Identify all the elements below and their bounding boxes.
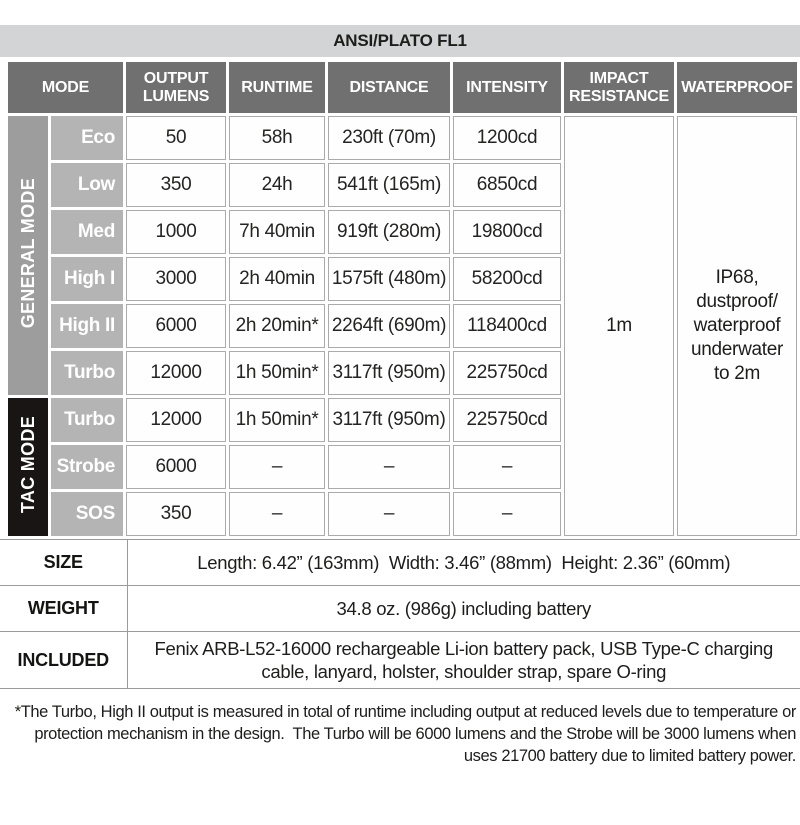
header-row bbox=[8, 62, 797, 113]
cell-distance: 919ft (280m) bbox=[328, 210, 450, 254]
cell-lumens: 12000 bbox=[126, 351, 226, 395]
row-header-high2: High II bbox=[51, 304, 123, 348]
cell-runtime: 1h 50min* bbox=[229, 398, 325, 442]
cell-runtime: 2h 40min bbox=[229, 257, 325, 301]
cell-runtime: – bbox=[229, 492, 325, 536]
table-title: ANSI/PLATO FL1 bbox=[0, 25, 800, 57]
row-header-med: Med bbox=[51, 210, 123, 254]
cell-intensity: 58200cd bbox=[453, 257, 561, 301]
cell-intensity: 1200cd bbox=[453, 116, 561, 160]
cell-runtime: 2h 20min* bbox=[229, 304, 325, 348]
cell-distance: – bbox=[328, 445, 450, 489]
fl1-spec-table bbox=[5, 59, 800, 539]
col-header-impact-resistance: IMPACT RESISTANCE bbox=[564, 62, 674, 113]
detail-label-weight: WEIGHT bbox=[0, 586, 127, 632]
row-header-turbo: Turbo bbox=[51, 351, 123, 395]
footnote-text: *The Turbo, High II output is measured in total of runtime including output at reduced levels due to temperature or protection mechanism in the design. The Turbo will be 6000 lumens and the Strobe will be 3000 lumens when uses 21700 battery due to limited battery power. bbox=[14, 703, 800, 765]
cell-lumens: 12000 bbox=[126, 398, 226, 442]
detail-value-included: Fenix ARB-L52-16000 rechargeable Li-ion battery pack, USB Type-C charging cable, lanyard, holster, shoulder strap, spare O-ring bbox=[127, 632, 800, 689]
cell-lumens: 350 bbox=[126, 492, 226, 536]
col-header-waterproof: WATERPROOF bbox=[677, 62, 797, 113]
cell-intensity: – bbox=[453, 492, 561, 536]
col-header-distance: DISTANCE bbox=[328, 62, 450, 113]
detail-row-weight bbox=[0, 586, 800, 632]
row-group-tac-mode bbox=[8, 398, 48, 536]
detail-row-size bbox=[0, 540, 800, 586]
detail-row-included bbox=[0, 632, 800, 689]
cell-distance: 230ft (70m) bbox=[328, 116, 450, 160]
cell-lumens: 50 bbox=[126, 116, 226, 160]
detail-value-weight: 34.8 oz. (986g) including battery bbox=[127, 586, 800, 632]
cell-runtime: – bbox=[229, 445, 325, 489]
cell-intensity: 6850cd bbox=[453, 163, 561, 207]
row-header-high1: High I bbox=[51, 257, 123, 301]
cell-lumens: 6000 bbox=[126, 304, 226, 348]
col-header-runtime: RUNTIME bbox=[229, 62, 325, 113]
row-header-eco: Eco bbox=[51, 116, 123, 160]
cell-distance: 1575ft (480m) bbox=[328, 257, 450, 301]
row-header-low: Low bbox=[51, 163, 123, 207]
cell-runtime: 24h bbox=[229, 163, 325, 207]
col-header-output-lumens: OUTPUT LUMENS bbox=[126, 62, 226, 113]
cell-distance: – bbox=[328, 492, 450, 536]
col-header-mode: MODE bbox=[8, 62, 123, 113]
cell-intensity: 225750cd bbox=[453, 351, 561, 395]
detail-label-size: SIZE bbox=[0, 540, 127, 586]
cell-runtime: 7h 40min bbox=[229, 210, 325, 254]
spec-sheet bbox=[0, 25, 800, 825]
general-mode-label: GENERAL MODE bbox=[17, 177, 38, 329]
cell-distance: 3117ft (950m) bbox=[328, 351, 450, 395]
cell-distance: 541ft (165m) bbox=[328, 163, 450, 207]
cell-lumens: 350 bbox=[126, 163, 226, 207]
cell-intensity: 19800cd bbox=[453, 210, 561, 254]
cell-intensity: 225750cd bbox=[453, 398, 561, 442]
row-header-turbo-tac: Turbo bbox=[51, 398, 123, 442]
row-header-sos: SOS bbox=[51, 492, 123, 536]
row-group-general-mode bbox=[8, 116, 48, 395]
cell-waterproof: IP68, dustproof/ waterproof underwater to 2m bbox=[677, 116, 797, 536]
detail-value-size: Length: 6.42” (163mm) Width: 3.46” (88mm) Height: 2.36” (60mm) bbox=[127, 540, 800, 586]
cell-distance: 3117ft (950m) bbox=[328, 398, 450, 442]
col-header-intensity: INTENSITY bbox=[453, 62, 561, 113]
cell-runtime: 58h bbox=[229, 116, 325, 160]
row-header-strobe: Strobe bbox=[51, 445, 123, 489]
cell-intensity: 118400cd bbox=[453, 304, 561, 348]
cell-intensity: – bbox=[453, 445, 561, 489]
tac-mode-label: TAC MODE bbox=[17, 415, 38, 514]
cell-distance: 2264ft (690m) bbox=[328, 304, 450, 348]
table-row-eco bbox=[8, 116, 797, 160]
cell-impact-resistance: 1m bbox=[564, 116, 674, 536]
cell-lumens: 6000 bbox=[126, 445, 226, 489]
cell-lumens: 3000 bbox=[126, 257, 226, 301]
detail-label-included: INCLUDED bbox=[0, 632, 127, 689]
details-table bbox=[0, 539, 800, 689]
cell-lumens: 1000 bbox=[126, 210, 226, 254]
cell-runtime: 1h 50min* bbox=[229, 351, 325, 395]
